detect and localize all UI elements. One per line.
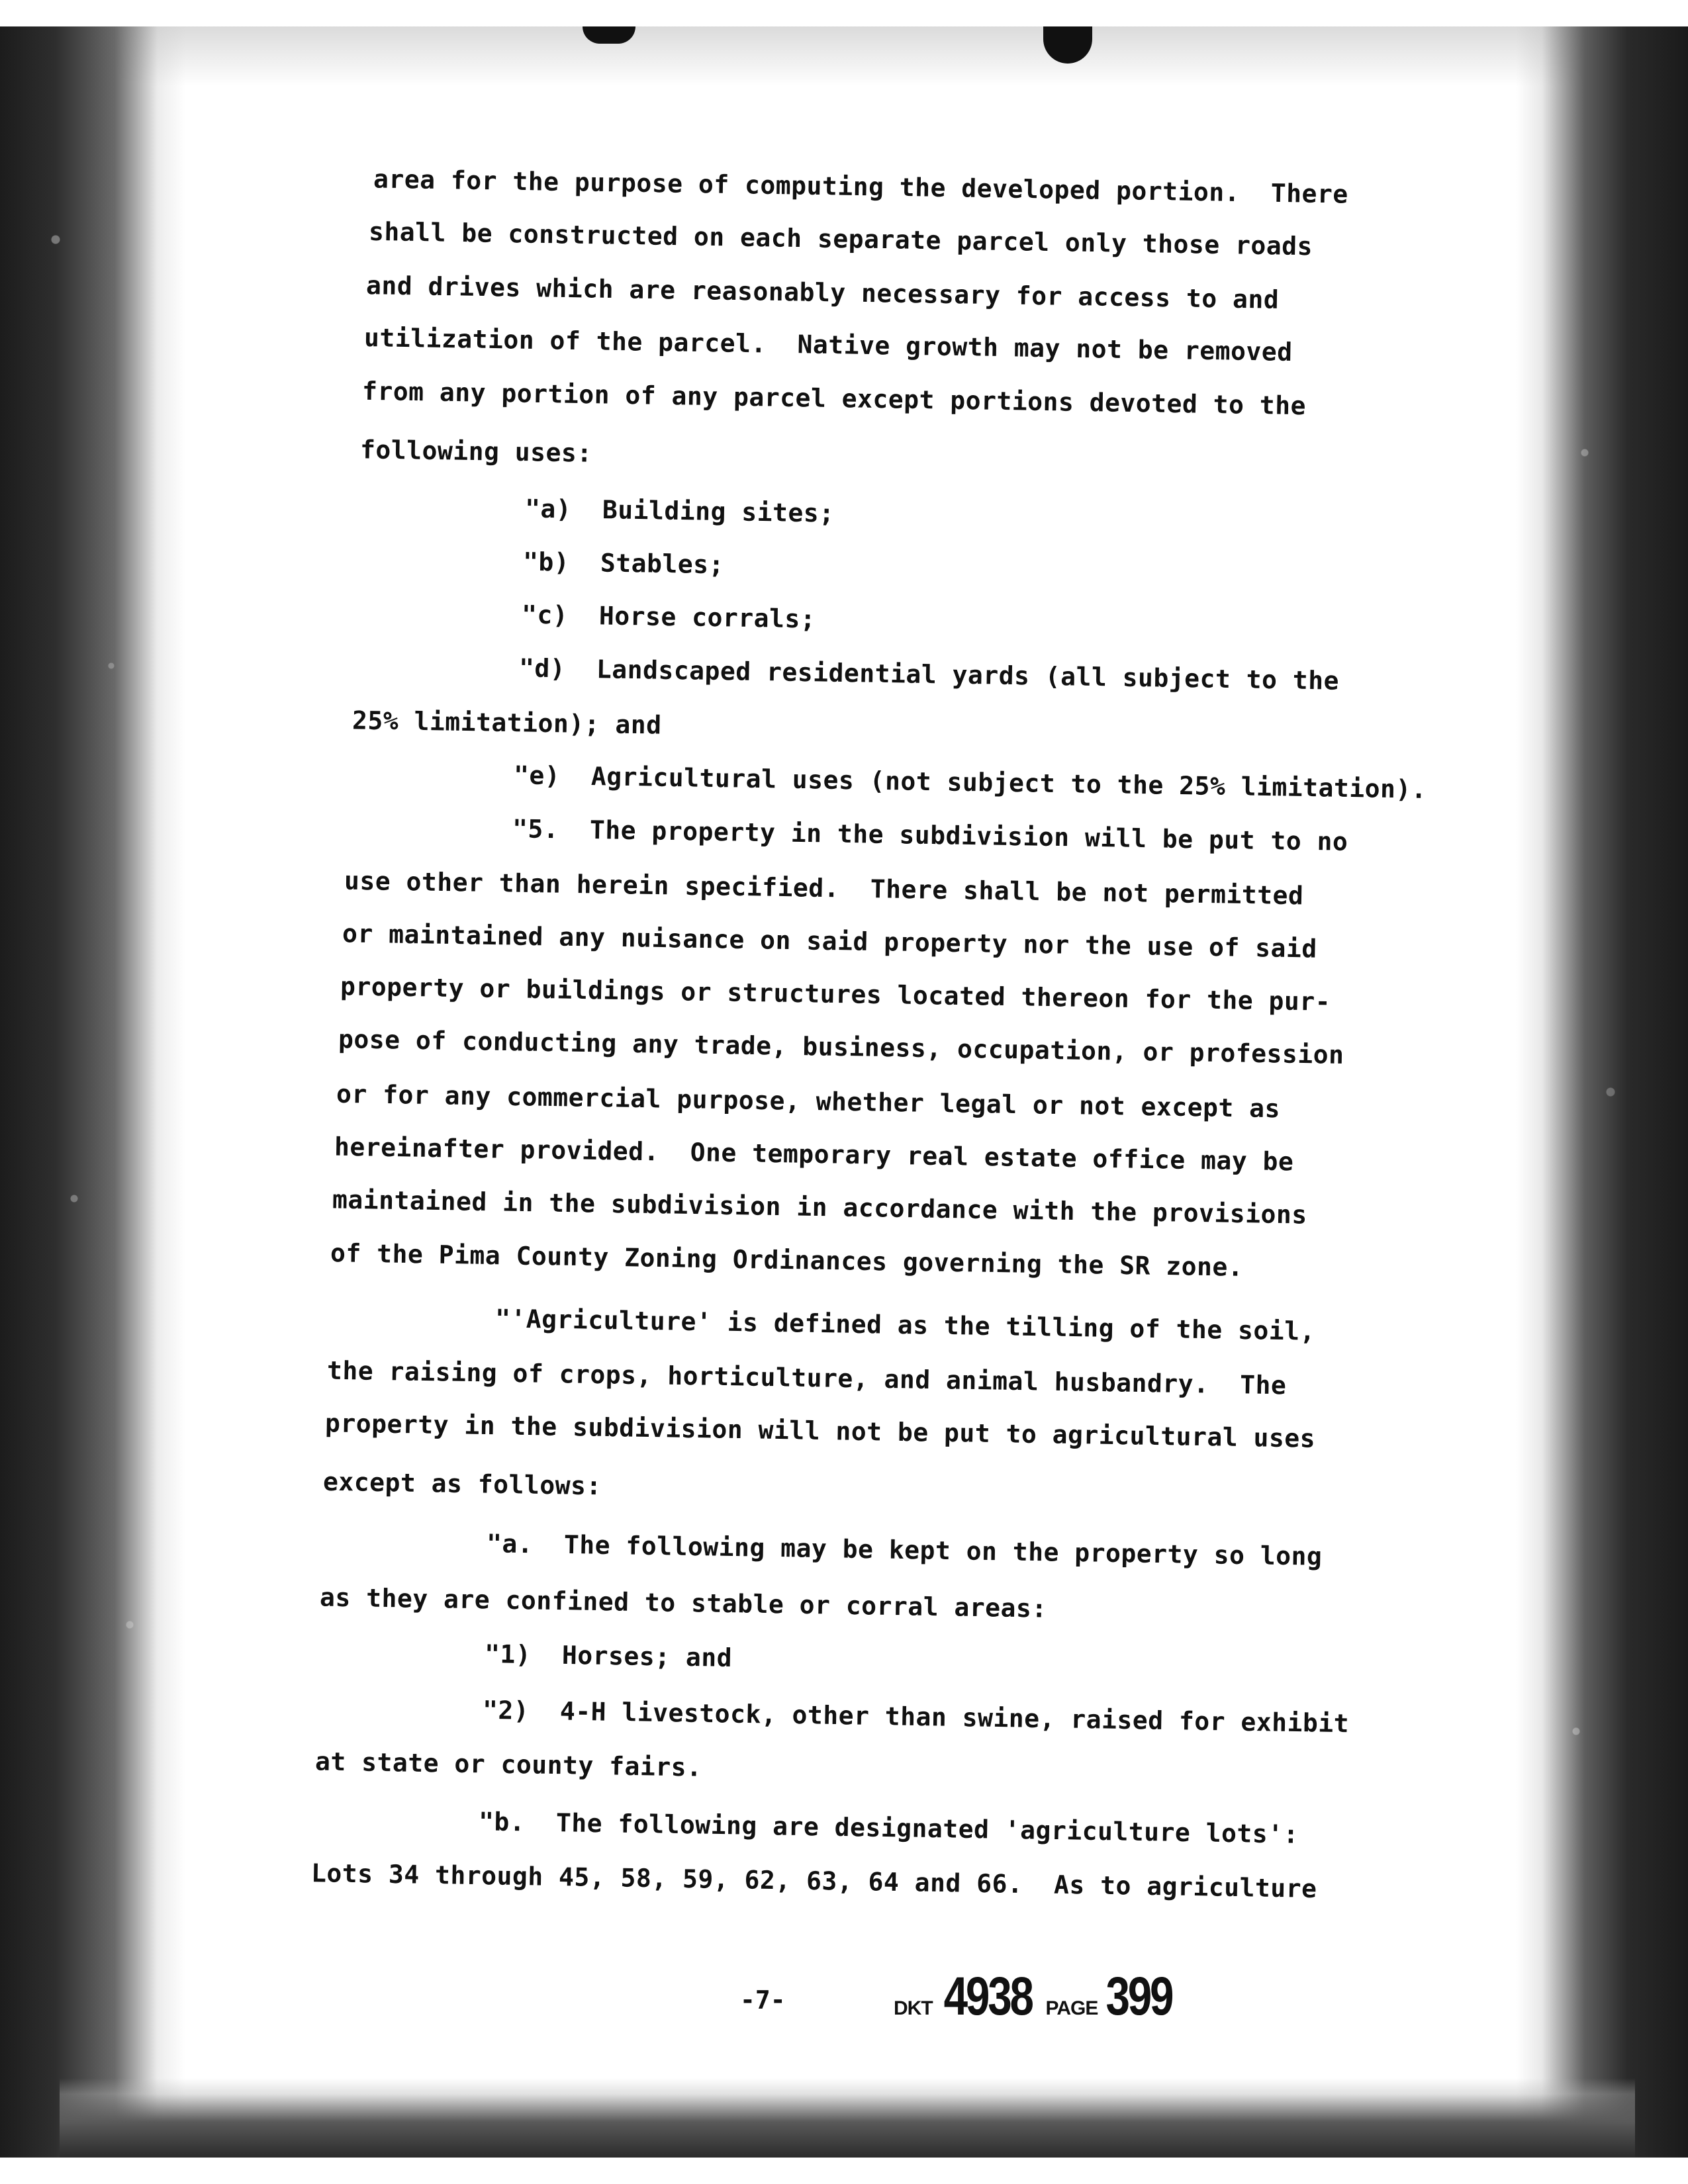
docket-label: DKT (894, 1997, 933, 2019)
text-line: "'Agriculture' is defined as the tilling of the soil, (494, 1304, 1316, 1346)
text-line: property in the subdivision will not be put to agricultural uses (324, 1408, 1316, 1453)
docket-stamp (894, 1966, 1180, 2028)
text-line: from any portion of any parcel except portions devoted to the (361, 376, 1307, 421)
list-item: "2) 4-H livestock, other than swine, raised for exhibit (482, 1695, 1350, 1739)
list-item: 25% limitation); and (352, 705, 662, 740)
list-item: "d) Landscaped residential yards (all subject to the (518, 653, 1340, 696)
text-line: use other than herein specified. There shall be not permitted (344, 866, 1304, 911)
text-line: except as follows: (322, 1467, 602, 1501)
text-line: at state or county fairs. (314, 1747, 702, 1782)
text-line: of the Pima County Zoning Ordinances governing the SR zone. (330, 1238, 1244, 1282)
page-ref: 399 (1105, 1966, 1172, 2026)
text-line: the raising of crops, horticulture, and animal husbandry. The (326, 1355, 1287, 1400)
text-line: "b. The following are designated 'agriculture lots': (478, 1807, 1299, 1849)
list-item: "c) Horse corrals; (521, 600, 816, 634)
text-line: area for the purpose of computing the developed portion. There (373, 164, 1349, 209)
text-line: as they are confined to stable or corral areas: (319, 1582, 1048, 1623)
list-item: "a) Building sites; (524, 494, 835, 528)
text-line: property or buildings or structures located thereon for the pur- (340, 972, 1331, 1017)
text-line: utilization of the parcel. Native growth may not be removed (363, 322, 1293, 367)
page-label: PAGE (1045, 1997, 1098, 2019)
page-number: -7- (740, 1985, 786, 2015)
text-line: shall be constructed on each separate parcel only those roads (368, 216, 1313, 261)
text-line: pose of conducting any trade, business, occupation, or profession (338, 1024, 1344, 1069)
text-line: maintained in the subdivision in accordance with the provisions (332, 1185, 1308, 1230)
list-item: "1) Horses; and (484, 1639, 733, 1672)
text-line: following uses: (359, 435, 592, 468)
text-line: hereinafter provided. One temporary real estate office may be (334, 1132, 1294, 1177)
list-item: "b) Stables; (522, 547, 725, 580)
text-line: "a. The following may be kept on the property so long (486, 1529, 1323, 1571)
docket-number: 4938 (943, 1966, 1032, 2026)
text-line: or maintained any nuisance on said property nor the use of said (342, 919, 1318, 964)
text-line: or for any commercial purpose, whether legal or not except as (336, 1079, 1281, 1124)
text-line: Lots 34 through 45, 58, 59, 62, 63, 64 and 66. As to agriculture (310, 1858, 1317, 1903)
list-item: "e) Agricultural uses (not subject to the 25% limitation). (513, 760, 1427, 804)
text-line: "5. The property in the subdivision will be put to no (512, 814, 1348, 856)
text-line: and drives which are reasonably necessary for access to and (365, 271, 1280, 314)
